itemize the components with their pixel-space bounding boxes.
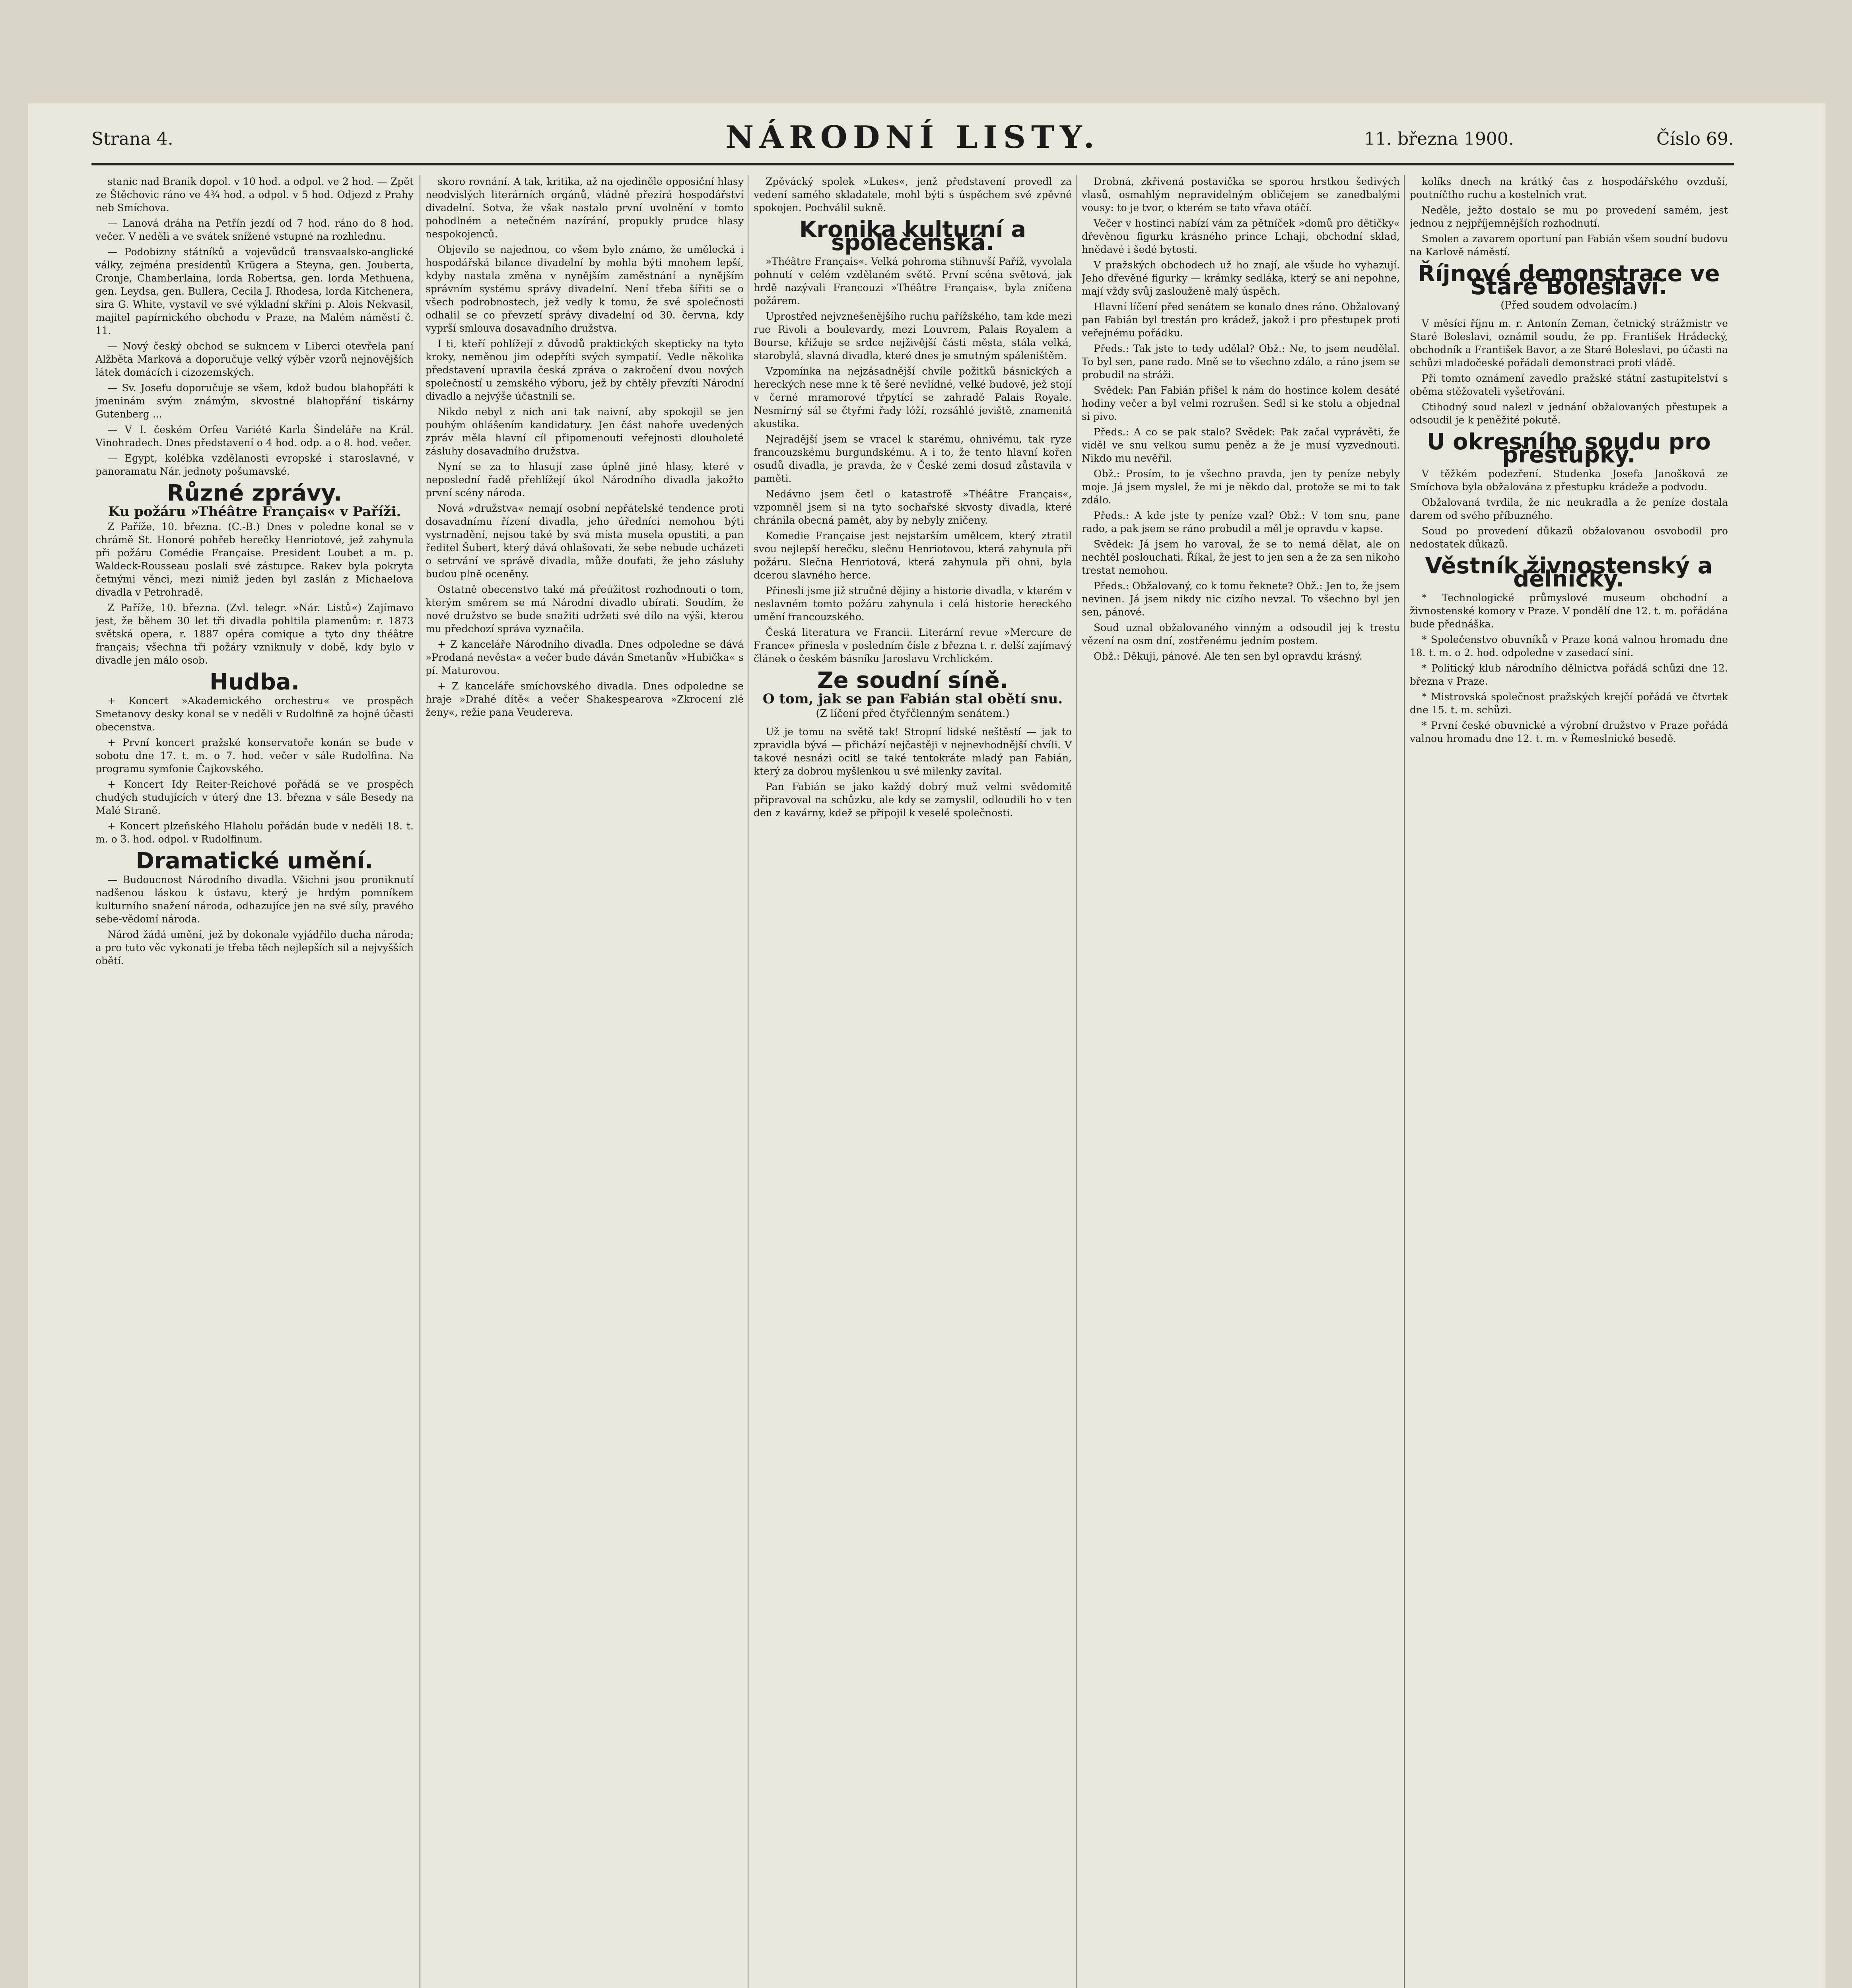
column-2 (426, 175, 744, 1988)
article-paragraph: Neděle, ježto dostalo se mu po provedení samém, jest jednou z nejpříjemnějších rozhodnutí. (1410, 204, 1728, 229)
article-paragraph: Nová »družstva« nemají osobní nepřátelské tendence proti dosavadnímu řízení divadla, jeho úředníci nemohou býti vystrnadění, nejsou také by svá místa musela opustiti, a pan ředitel Šubert, který dává ohlašovati, že sebe nebude ucházeti o setrvání ve správě divadla, může doufati, že jeho zásluhy budou plně oceněny. (426, 503, 744, 580)
article-heading: O tom, jak se pan Fabián stal obětí snu. (762, 691, 1063, 707)
article-paragraph: Předs.: A co se pak stalo? Svědek: Pak začal vyprávěti, že viděl ve snu velkou sumu peněz a že je musí vyzvednouti. Nikdo mu nevěřil. (1082, 426, 1400, 464)
article-paragraph: — Sv. Josefu doporučuje se všem, kdož budou blahopřáti k jmeninám svým známým, skvostné blahopřání tiskárny Gutenberg ... (95, 382, 414, 420)
article-paragraph: — Egypt, kolébka vzdělanosti evropské i staroslavné, v panoramatu Nár. jednoty pošumavské. (95, 452, 414, 477)
section-heading: Kronika kulturní a společenská. (799, 217, 1026, 256)
article-paragraph: Svědek: Pan Fabián přišel k nám do hostince kolem desáté hodiny večer a byl velmi rozrušen. Sedl si ke stolu a objednal si pivo. (1082, 384, 1400, 422)
page-number: Strana 4. (91, 129, 173, 149)
section-heading: Říjnové demonstrace ve Staré Boleslavi. (1418, 261, 1720, 300)
article-paragraph: — Lanová dráha na Petřín jezdí od 7 hod. ráno do 8 hod. večer. V neděli a ve svátek snížené vstupné na rozhlednu. (95, 217, 414, 242)
article-paragraph: Pan Fabián se jako každý dobrý muž velmi svědomitě připravoval na schůzku, ale kdy se zamyslil, odloudili ho v ten den z kavárny, kdež se připojil k veselé společnosti. (754, 781, 1072, 819)
article-paragraph: — Podobizny státníků a vojevůdců transvaalsko-anglické války, zejména presidentů Krügera a Steyna, gen. Jouberta, Cronje, Chamberlaina, lorda Robertsa, gen. lorda Methuena, gen. Leydsa, gen. Bullera, Cecila J. Rhodesa, lorda Kitchenera, sira G. White, vystavil ve své výkladní skříni p. Alois Nekvasil, majitel papírnického obchodu v Praze, na Malém náměstí č. 11. (95, 246, 414, 336)
article-paragraph: Nyní se za to hlasují zase úplně jiné hlasy, které v neposlední řadě přehlížejí úkol Národního divadla jakožto první scény národa. (426, 461, 744, 499)
article-paragraph: — Nový český obchod se sukncem v Liberci otevřela paní Alžběta Marková a doporučuje velký výběr vzorů nejnovějších látek domácích i cizozemských. (95, 340, 414, 378)
article-paragraph: Předs.: Obžalovaný, co k tomu řeknete? Obž.: Jen to, že jsem nevinen. Já jsem nikdy nic cizího nevzal. To všechno byl jen sen, pánové. (1082, 580, 1400, 618)
article-paragraph: * Technologické průmyslové museum obchodní a živnostenské komory v Praze. V pondělí dne 12. t. m. pořádána bude přednáška. (1410, 592, 1728, 630)
article-paragraph: Už je tomu na světě tak! Stropní lidské neštěstí — jak to zpravidla bývá — přichází nejčastěji v nejnevhodnější chvíli. V takové nesnázi ocitl se také tentokráte mladý pan Fabián, který za dobrou myšlenkou u své milenky zavítal. (754, 726, 1072, 777)
article-paragraph: — Budoucnost Národního divadla. Všichni jsou proniknutí nadšenou láskou k ústavu, který je hrdým pomníkem kulturního snažení národa, odhazujíce jen na své síly, pravého sebe-vědomí národa. (95, 874, 414, 925)
issue-date: 11. března 1900. (1364, 129, 1514, 149)
article-paragraph: * Mistrovská společnost pražských krejčí pořádá ve čtvrtek dne 15. t. m. schůzi. (1410, 691, 1728, 716)
article-paragraph: Nedávno jsem četl o katastrofě »Théâtre Français«, vzpomněl jsem si na tyto sochařské skvosty divadla, které chránila obecná pamět, aby by nebyly zničeny. (754, 488, 1072, 526)
article-paragraph: Obž.: Děkuji, pánové. Ale ten sen byl opravdu krásný. (1094, 650, 1362, 662)
newspaper-title: NÁRODNÍ LISTY. (725, 119, 1100, 155)
article-paragraph: Hlavní líčení před senátem se konalo dnes ráno. Obžalovaný pan Fabián byl trestán pro krádež, jakož i pro přestupek proti veřejnému pořádku. (1082, 301, 1400, 339)
article-paragraph: Z Paříže, 10. března. (Zvl. telegr. »Nár. Listů«) Zajímavo jest, že během 30 let tři divadla pohltila plamenům: r. 1873 světská opera, r. 1887 opéra comique a tyto dny théâtre français; všechna tři požáry vzniknuly v době, kdy bylo v divadle jen málo osob. (95, 602, 414, 666)
article-paragraph: Národ žádá umění, jež by dokonale vyjádřilo ducha národa; a pro tuto věc vykonati je třeba těch nejlepších sil a nejvyšších obětí. (95, 929, 414, 967)
article-paragraph: kolíks dnech na krátký čas z hospodářského ovzduší, poutníčtho ruchu a kostelních vrat. (1410, 176, 1728, 200)
article-paragraph: Česká literatura ve Francii. Literární revue »Mercure de France« přinesla v posledním čísle z března t. r. delší zajímavý článek o českém básníku Jaroslavu Vrchlickém. (754, 627, 1072, 664)
article-subheading: (Z líčení před čtyřčlenným senátem.) (816, 708, 1010, 720)
article-paragraph: Ostatně obecenstvo také má přeúžitost rozhodnouti o tom, kterým směrem se má Národní divadlo ubírati. Soudím, že nové družstvo se bude snažiti udržeti své dílo na výši, kterou mu předchozí správa vyznačila. (426, 584, 744, 635)
article-paragraph: Přinesli jsme již stručné dějiny a historie divadla, v kterém v neslavném tomto požáru zahynula i celá historie hereckého umění francouzského. (754, 585, 1072, 623)
section-heading: Hudba. (210, 669, 299, 695)
article-paragraph: Předs.: A kde jste ty peníze vzal? Obž.: V tom snu, pane rado, a pak jsem se ráno probudil a měl je opravdu v kapse. (1082, 510, 1400, 534)
article-paragraph: Při tomto oznámení zavedlo pražské státní zastupitelství s oběma stěžovateli vyšetřování. (1410, 373, 1728, 397)
article-paragraph: skoro rovnání. A tak, kritika, až na ojediněle opposiční hlasy neodvislých literárních orgánů, vládně přezírá hospodářství divadelní. Sotva, že však nastalo první uvolnění v tomto pohodlném a netečném nazírání, propukly prudce hlasy nespokojenců. (426, 176, 744, 240)
column-rule (1076, 175, 1077, 1988)
article-paragraph: Z Paříže, 10. března. (C.-B.) Dnes v poledne konal se v chrámě St. Honoré pohřeb herečky Henriotové, jež zahynula při požáru Comédie Française. President Loubet a m. p. Waldeck-Rousseau poslali své zástupce. Rakev byla pokryta četnými věnci, mezi nimiž jeden byl zaslán z Michaelova divadla v Petrohradě. (95, 521, 414, 598)
article-paragraph: + Koncert Idy Reiter-Reichové pořádá se ve prospěch chudých studujících v úterý dne 13. března v sále Besedy na Malé Straně. (95, 779, 414, 816)
section-heading: U okresního soudu pro přestupky. (1427, 429, 1711, 468)
section-heading: Věstník živnostenský a dělnický. (1425, 553, 1713, 592)
article-paragraph: * Politický klub národního dělnictva pořádá schůzi dne 12. března v Praze. (1410, 662, 1728, 687)
masthead (91, 119, 1734, 165)
article-paragraph: Soud uznal obžalovaného vinným a odsoudil jej k trestu vězení na osm dní, zostřenému jedním postem. (1082, 622, 1400, 646)
section-heading: Různé zprávy. (167, 480, 342, 506)
article-paragraph: Uprostřed nejvznešenějšího ruchu pařížského, tam kde mezi rue Rivoli a boulevardy, mezi Louvrem, Palais Royalem a Bourse, křižuje se srdce nejživější části města, stála velká, starobylá, slavná divadla, které dnes je smutným spáleništěm. (754, 311, 1072, 361)
column-1 (95, 175, 414, 1988)
article-paragraph: Vzpomínka na nejzásadnější chvíle požitků básnických a hereckých nese mne k tě šeré nevlídné, velké budově, jež stojí v černé mramorové třpytící se zahradě Palais Royale. Nesmírný sál se čtyřmi řady lóží, rozsáhlé jeviště, znamenitá akustika. (754, 365, 1072, 429)
article-paragraph: * První české obuvnické a výrobní družstvo v Praze pořádá valnou hromadu dne 12. t. m. v Řemeslnické besedě. (1410, 720, 1728, 744)
article-paragraph: * Společenstvo obuvníků v Praze koná valnou hromadu dne 18. t. m. o 2. hod. odpoledne v zasedací síni. (1410, 634, 1728, 658)
column-rule (1404, 175, 1405, 1988)
article-paragraph: Zpěvácký spolek »Lukes«, jenž představení provedl za vedení samého skladatele, mohl býti s úspěchem své zpěvné spokojen. Pochválil sukně. (754, 176, 1072, 214)
column-5 (1410, 175, 1728, 1988)
article-paragraph: Obž.: Prosím, to je všechno pravda, jen ty peníze nebyly moje. Já jsem myslel, že mi je někdo dal, protože se mi to tak zdálo. (1082, 468, 1400, 506)
article-paragraph: Předs.: Tak jste to tedy udělal? Obž.: Ne, to jsem neudělal. To byl sen, pane rado. Mně se to všechno zdálo, a ráno jsem se probudil na stráži. (1082, 343, 1400, 381)
article-paragraph: I ti, kteří pohlížejí z důvodů praktických skepticky na tyto kroky, neměnou jim odepříti svých sympatií. Vedle několika představení upravila česká zpráva o zakročení dvou nových společností u zemského výboru, jež by chtěly převzíti Národní divadlo a nejvýše účastnili se. (426, 338, 744, 402)
column-4 (1082, 175, 1400, 1988)
article-paragraph: Ctihodný soud nalezl v jednání obžalovaných přestupek a odsoudil je k peněžité pokutě. (1410, 401, 1728, 426)
column-3 (754, 175, 1072, 1988)
article-heading: Ku požáru »Théâtre Français« v Paříži. (108, 504, 401, 520)
section-heading: Dramatické umění. (136, 848, 373, 874)
article-paragraph: + Z kanceláře Národního divadla. Dnes odpoledne se dává »Prodaná nevěsta« a večer bude dáván Smetanův »Hubička« s pí. Maturovou. (426, 639, 744, 676)
article-paragraph: + Z kanceláře smíchovského divadla. Dnes odpoledne se hraje »Drahé dítě« a večer Shakespearova »Zkrocení zlé ženy«, režie pana Veudereva. (426, 680, 744, 718)
article-paragraph: Nejradější jsem se vracel k starému, ohnivému, tak ryze francouzskému burgundskému. A i to, že tento hlavní kořen osudů divadla, je pravda, že v České zemi dosud zůstavila v paměti. (754, 433, 1072, 484)
article-subheading: (Před soudem odvolacím.) (1500, 299, 1637, 311)
article-paragraph: — V I. českém Orfeu Variété Karla Šindeláře na Král. Vinohradech. Dnes představení o 4 hod. odp. a o 8. hod. večer. (95, 424, 414, 448)
article-paragraph: V pražských obchodech už ho znají, ale všude ho vyhazují. Jeho dřevěné figurky — krámky sedláka, který se ani nepohne, mají vždy svůj zaslouženě malý úspěch. (1082, 259, 1400, 297)
article-paragraph: + Koncert »Akademického orchestru« ve prospěch Smetanovy desky konal se v neděli v Rudolfině za hojné účasti obecenstva. (95, 695, 414, 733)
article-paragraph: Večer v hostinci nabízí vám za pětníček »domů pro dětičky« dřevěnou figurku krásného prince Lchaji, obchodní sklad, hnědavé i šedé bytosti. (1082, 217, 1400, 255)
article-paragraph: Nikdo nebyl z nich ani tak naivní, aby spokojil se jen pouhým ohlášením kandidatury. Jen část nahoře uvedených zpráv měla hlavní cíl připomenouti veřejnosti dlouholeté zásluhy dosavadního družstva. (426, 406, 744, 457)
article-paragraph: + Koncert plzeňského Hlaholu pořádán bude v neděli 18. t. m. o 3. hod. odpol. v Rudolfinum. (95, 820, 414, 845)
article-paragraph: + První koncert pražské konservatoře konán se bude v sobotu dne 17. t. m. o 7. hod. večer v sále Rudolfina. Na programu symfonie Čajkovského. (95, 737, 414, 775)
section-heading: Ze soudní síně. (817, 668, 1009, 693)
article-paragraph: Smolen a zavarem oportuní pan Fabián všem soudní budovu na Karlově náměstí. (1410, 233, 1728, 258)
article-paragraph: Soud po provedení důkazů obžalovanou osvobodil pro nedostatek důkazů. (1410, 525, 1728, 550)
article-paragraph: Svědek: Já jsem ho varoval, že se to nemá dělat, ale on nechtěl poslouchati. Říkal, že jest to jen sen a že za sen nikoho trestat nemohou. (1082, 538, 1400, 576)
article-paragraph: Komedie Française jest nejstarším umělcem, který ztratil svou nejlepší herečku, slečnu Henriotovou, která zahynula při požáru. Slečna Henriotová, která zahynula při ohni, byla dcerou slavného herce. (754, 530, 1072, 581)
article-paragraph: stanic nad Branik dopol. v 10 hod. a odpol. ve 2 hod. — Zpět ze Štěchovic ráno ve 4¾ hod. a odpol. v 5 hod. Odjezd z Prahy neb Smíchova. (95, 176, 414, 214)
issue-number: Číslo 69. (1656, 129, 1734, 149)
article-paragraph: Drobná, zkřivená postavička se sporou hrstkou šedivých vlasů, osmahlým nepravidelným obličejem se zanedbalými vousy: to je tvor, o kterém se tato vřava otáčí. (1082, 176, 1400, 214)
article-paragraph: Objevilo se najednou, co všem bylo známo, že umělecká i hospodářská bilance divadelní by mohla býti mnohem lepší, kdyby nastala změna v nynějším zaměstnání a nynějším správním systému správy divadelní. Není třeba šířiti se o všech podrobnostech, jež vedly k tomu, že své společnosti odhalil se co převzetí správy divadelní od 30. června, kdy vyprší smlouva dosavadního družstva. (426, 244, 744, 334)
article-paragraph: V měsíci říjnu m. r. Antonín Zeman, četnický strážmistr ve Staré Boleslavi, oznámil soudu, že pp. František Hrádecký, obchodník a František Bavor, a ze Staré Boleslavi, po účasti na schůzi mladočeské pořádali demonstraci proti vládě. (1410, 318, 1728, 369)
article-paragraph: V těžkém podezření. Studenka Josefa Janošková ze Smíchova byla obžalována z přestupku krádeže a podvodu. (1410, 468, 1728, 493)
article-paragraph: »Théâtre Français«. Velká pohroma stihnuvší Paříž, vyvolala pohnutí v celém vzdělaném světě. První scéna světová, jak hrdě nazývali Francouzi »Théâtre Français«, byla zničena požárem. (754, 256, 1072, 307)
article-paragraph: Obžalovaná tvrdila, že nic neukradla a že peníze dostala darem od svého příbuzného. (1410, 497, 1728, 521)
